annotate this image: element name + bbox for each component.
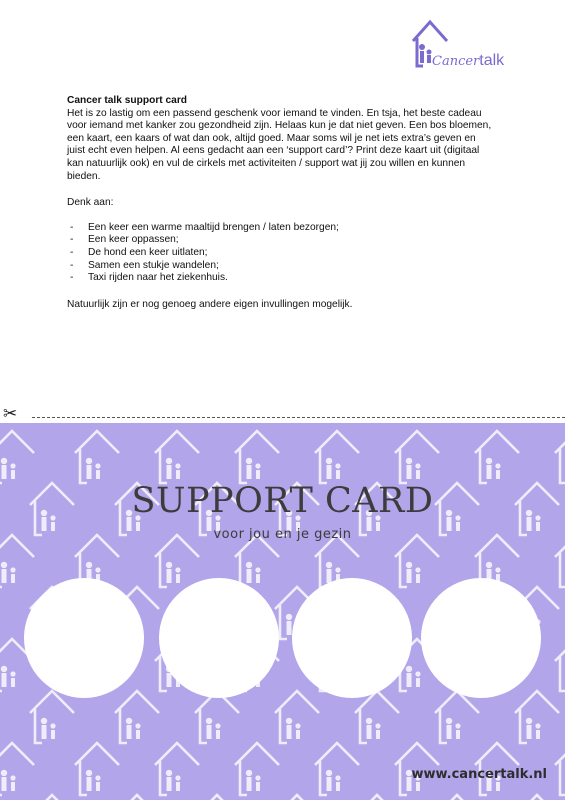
house-family-icon xyxy=(515,795,559,800)
house-family-icon xyxy=(195,795,239,800)
house-family-icon xyxy=(355,691,399,743)
house-family-icon xyxy=(0,743,34,795)
house-family-icon xyxy=(115,691,159,743)
house-family-icon xyxy=(275,795,319,800)
cut-line xyxy=(0,405,565,423)
house-family-icon xyxy=(555,535,565,587)
house-family-icon xyxy=(435,795,479,800)
support-circle-1 xyxy=(24,578,144,698)
house-family-icon xyxy=(555,639,565,691)
intro-paragraph: Het is zo lastig om een passend geschenk voor iemand te vinden. En tsja, het beste cadeau voor iemand met kanker zou gezondheid zijn. Helaas kun je dat niet geven. Een bos bloemen, een kaart, een kaars of wat dan ook, altijd goed. Maar soms wil je net iets extra’s geven en juist echt even helpen. Al eens gedacht aan een ‘support card’? Print deze kaart uit (digitaal kan natuurlijk ook) en vul de cirkels met activiteiten / support wat jij zou willen en kunnen bieden. xyxy=(67,107,492,182)
house-family-icon xyxy=(0,535,34,587)
list-item: - Samen een stukje wandelen; xyxy=(67,260,492,273)
house-family-icon xyxy=(75,431,119,483)
house-family-icon xyxy=(355,795,399,800)
closing-paragraph: Natuurlijk zijn er nog genoeg andere eigen invullingen mogelijk. xyxy=(67,298,353,310)
house-family-icon xyxy=(235,743,279,795)
house-family-icon xyxy=(235,535,279,587)
support-circle-4 xyxy=(421,578,541,698)
house-family-icon xyxy=(155,535,199,587)
list-item: - Een keer een warme maaltijd brengen / laten bezorgen; xyxy=(67,222,492,235)
support-card xyxy=(0,423,565,800)
house-family-icon xyxy=(155,743,199,795)
scissors-icon: ✂ xyxy=(3,404,18,423)
house-family-icon xyxy=(395,535,439,587)
house-family-icon xyxy=(555,431,565,483)
document-body xyxy=(67,95,492,311)
document-title: Cancer talk support card xyxy=(67,95,188,106)
support-circle-3 xyxy=(292,578,412,698)
house-family-icon xyxy=(115,795,159,800)
house-family-icon xyxy=(30,691,74,743)
logo-text-plain: talk xyxy=(479,52,505,69)
card-subtitle: voor jou en je gezin xyxy=(213,527,352,542)
house-family-icon xyxy=(315,743,359,795)
house-family-icon xyxy=(315,431,359,483)
house-family-icon xyxy=(275,691,319,743)
support-circle-2 xyxy=(159,578,279,698)
house-family-icon xyxy=(75,743,119,795)
think-about-label: Denk aan: xyxy=(67,197,114,209)
cancertalk-logo xyxy=(410,16,540,70)
house-family-icon xyxy=(435,691,479,743)
house-family-icon xyxy=(395,431,439,483)
house-family-icon xyxy=(30,795,74,800)
logo-text-script: Cancer xyxy=(432,54,480,69)
list-item: - De hond een keer uitlaten; xyxy=(67,247,492,260)
house-family-icon xyxy=(195,691,239,743)
dashed-divider xyxy=(32,417,565,418)
house-family-icon xyxy=(555,743,565,795)
list-item: - Een keer oppassen; xyxy=(67,234,492,247)
house-family-icon xyxy=(235,431,279,483)
house-family-icon xyxy=(0,431,34,483)
tips-list xyxy=(67,222,492,285)
website-url: www.cancertalk.nl xyxy=(411,767,547,782)
card-title: SUPPORT CARD xyxy=(131,481,434,521)
house-family-icon xyxy=(155,431,199,483)
house-family-icon xyxy=(515,691,559,743)
list-item: - Taxi rijden naar het ziekenhuis. xyxy=(67,272,492,285)
house-family-icon xyxy=(475,431,519,483)
